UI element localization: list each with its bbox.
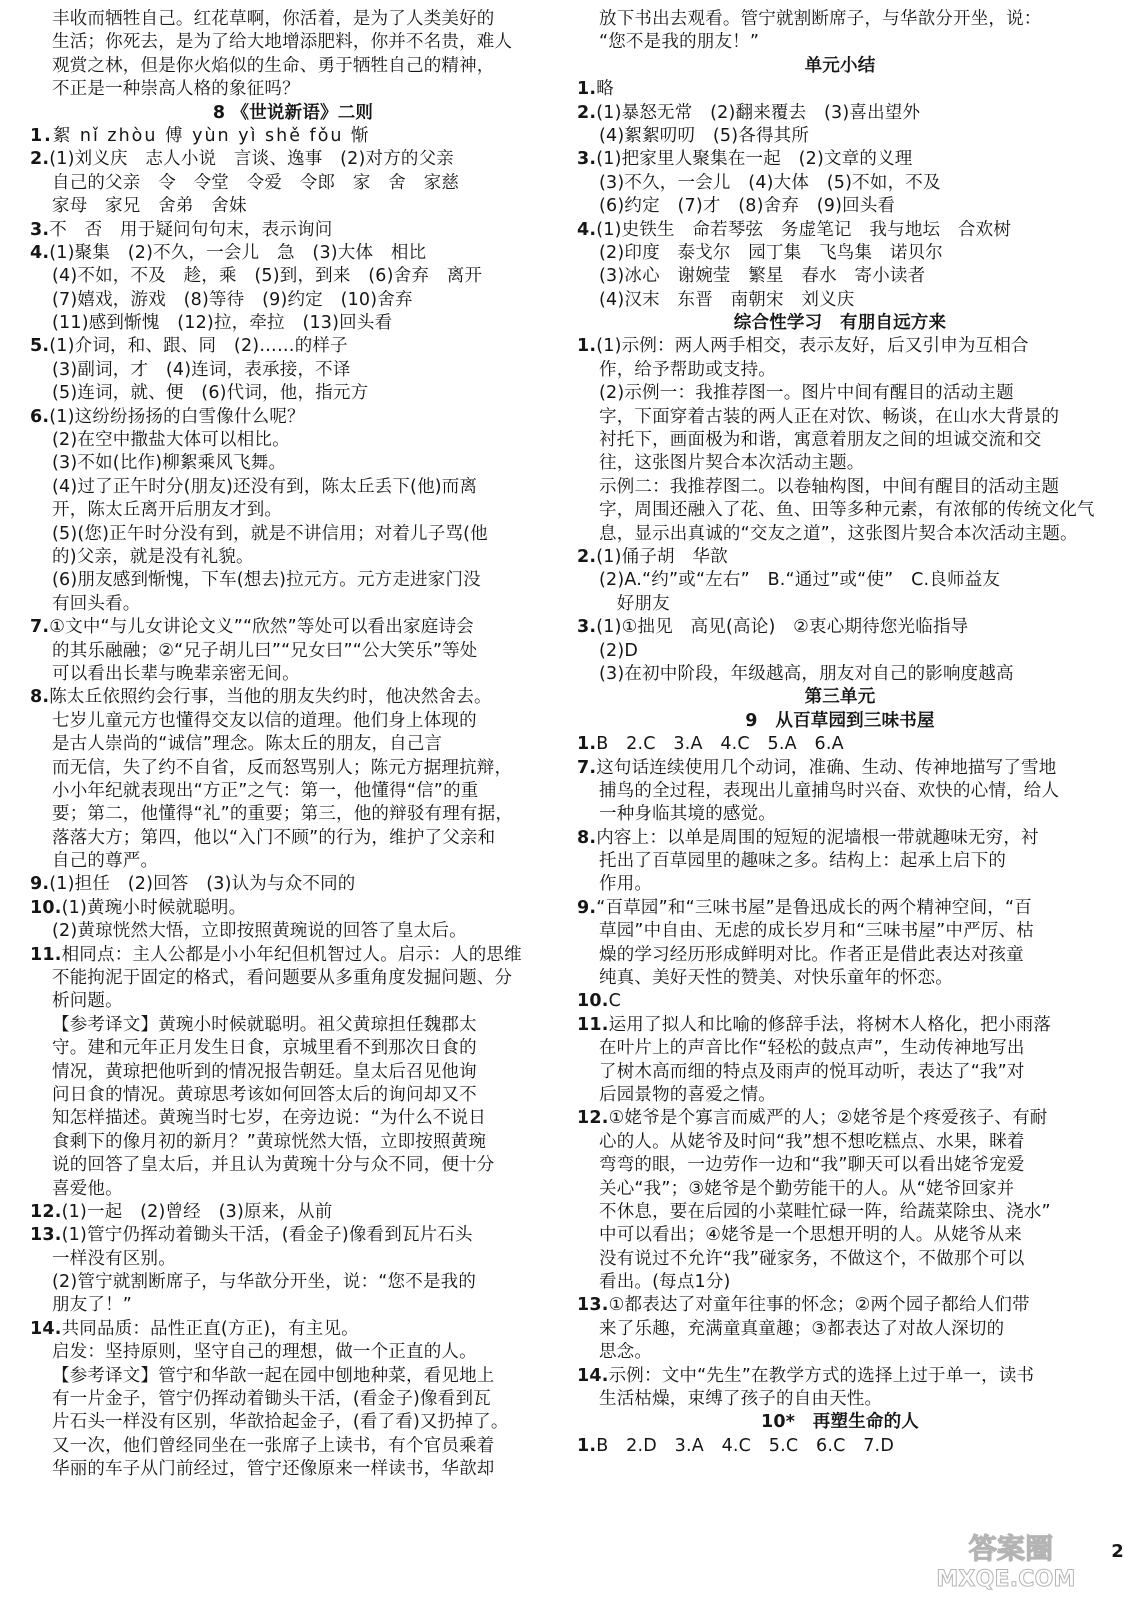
text-line: [30, 803, 556, 826]
text-line: [577, 1014, 1103, 1037]
question-number: 6.: [30, 406, 50, 427]
line-text: (11)感到惭愧 (12)拉，牵拉 (13)回头看: [52, 313, 393, 334]
line-text: ①都表达了对童年往事的怀念；②两个园子都给人们带: [608, 1295, 1030, 1316]
line-text: 内容上：以单是周围的短短的泥墙根一带就趣味无穷，衬: [596, 827, 1039, 848]
text-line: [30, 944, 556, 967]
text-line: [577, 803, 1103, 826]
line-text: 纯真、美好天性的赞美、对快乐童年的怀恋。: [599, 968, 953, 989]
text-line: [30, 1014, 556, 1037]
line-text: 捕鸟的全过程，表现出儿童捕鸟时兴奋、欢快的心情，给人: [599, 780, 1060, 801]
line-text: 有一片金子，管宁仍挥动着锄头干活，(看金子)像看到瓦: [52, 1389, 491, 1410]
line-text: B 2.C 3.A 4.C 5.A 6.A: [596, 734, 844, 755]
line-text: 析问题。: [52, 991, 123, 1012]
text-line: [577, 1341, 1103, 1364]
text-line: [30, 406, 556, 429]
line-text: 共同品质：品性正直(方正)，有主见。: [61, 1318, 359, 1339]
line-text: 的)父亲，就是没有礼貌。: [52, 546, 254, 567]
line-text: ①姥爷是个寡言而威严的人；②姥爷是个疼爱孩子、有耐: [608, 1108, 1048, 1129]
text-line: [30, 990, 556, 1013]
text-line: [30, 546, 556, 569]
text-line: [577, 780, 1103, 803]
line-text: 运用了拟人和比喻的修辞手法，将树木人格化，把小雨落: [608, 1014, 1052, 1035]
line-text: 中可以看出；④姥爷是一个思想开明的人。从姥爷从来: [599, 1225, 1022, 1246]
question-number: 4.: [577, 219, 597, 240]
line-text: 陈太丘依照约会行事，当他的朋友失约时，他决然舍去。: [49, 687, 492, 708]
text-line: [30, 289, 556, 312]
text-line: [577, 289, 1103, 312]
text-line: [30, 148, 556, 171]
watermark-logo: [856, 1528, 1106, 1590]
line-text: (1)介词，和、跟、同 (2)……的样子: [49, 336, 348, 357]
text-line: [30, 757, 556, 780]
question-number: 13.: [577, 1295, 609, 1316]
line-text: 小小年纪就表现出“方正”之气：第一，他懂得“信”的重: [52, 780, 479, 801]
line-text: 生活；你死去，是为了给大地增添肥料，你并不名贵，难人: [52, 32, 513, 53]
question-number: 5.: [30, 336, 50, 357]
line-text: 知怎样描述。黄琬当时七岁，在旁边说：“为什么不说日: [52, 1108, 487, 1129]
line-text: 自己的父亲 令 令堂 令爱 令郎 家 舍 家慈: [52, 172, 460, 193]
line-text: 作用。: [599, 874, 653, 895]
text-line: [30, 1318, 556, 1341]
line-text: 没有说过不允许“我”碰家务，不做这个，不做那个可以: [599, 1248, 1025, 1269]
text-line: [30, 452, 556, 475]
text-line: [577, 546, 1103, 569]
text-line: [577, 148, 1103, 171]
line-text: 不正是一种崇高人格的象征吗？: [52, 79, 300, 100]
question-number: 10.: [577, 991, 609, 1012]
line-text: 七岁儿童元方也懂得交友以信的道理。他们身上体现的: [52, 710, 477, 731]
text-line: [577, 8, 1103, 31]
line-text: 这句话连续使用几个动词，准确、生动、传神地描写了雪地: [596, 757, 1057, 778]
line-text: (1)①拙见 高见(高论) ②衷心期待您光临指导: [596, 617, 969, 638]
line-text: 单元小结: [804, 55, 876, 76]
line-text: 关心“我”；③姥爷是个勤劳能干的人。从“姥爷回家并: [599, 1178, 1015, 1199]
line-text: (3)冰心 谢婉莹 繁星 春水 寄小读者: [599, 266, 926, 287]
line-text: 要；第二，他懂得“礼”的重要；第三，他的辩驳有理有据，: [52, 804, 514, 825]
text-line: [30, 733, 556, 756]
text-line: [30, 523, 556, 546]
line-text: (1)史铁生 命若琴弦 务虚笔记 我与地坛 合欢树: [596, 219, 1012, 240]
text-line: [30, 873, 556, 896]
text-line: [577, 1271, 1103, 1294]
line-text: (3)副词，才 (4)连词，表承接，不译: [52, 359, 351, 380]
line-text: 一种身临其境的感觉。: [599, 804, 776, 825]
line-text: 来了乐趣，充满童真童趣；③都表达了对故人深切的: [599, 1318, 1005, 1339]
line-text: 说的回答了皇太后，并且认为黄琬十分与众不同，便十分: [52, 1155, 495, 1176]
text-line: [577, 1154, 1103, 1177]
section-title: [30, 102, 556, 125]
text-line: [30, 429, 556, 452]
text-line: [577, 1107, 1103, 1130]
text-line: [577, 1131, 1103, 1154]
line-text: 落落大方；第四，他以“入门不顾”的行为，维护了父亲和: [52, 827, 496, 848]
line-text: (2)D: [599, 640, 639, 661]
line-text: 示例：文中“先生”在教学方式的选择上过于单一，读书: [608, 1365, 1035, 1386]
text-line: [30, 663, 556, 686]
text-line: [30, 312, 556, 335]
question-number: 3.: [30, 219, 50, 240]
question-number: 8.: [30, 687, 50, 708]
text-line: [30, 172, 556, 195]
text-line: [30, 1107, 556, 1130]
line-text: 衬托下，画面极为和谐，寓意着朋友之间的坦诚交流和交: [599, 430, 1042, 451]
question-number: 3.: [577, 149, 597, 170]
question-number: 7.: [577, 757, 597, 778]
text-line: [30, 335, 556, 358]
text-line: [30, 1271, 556, 1294]
text-line: [30, 920, 556, 943]
text-line: [30, 359, 556, 382]
line-text: (3)不如(比作)柳絮乘风飞舞。: [52, 453, 287, 474]
text-line: [30, 8, 556, 31]
text-line: [30, 1248, 556, 1271]
line-text: “您不是我的朋友！”: [599, 32, 760, 53]
text-line: [577, 219, 1103, 242]
text-line: [30, 499, 556, 522]
line-text: 草园”中自由、无虑的成长岁月和“三味书屋”中严厉、枯: [599, 921, 1034, 942]
text-line: [577, 102, 1103, 125]
line-text: 情况，黄琼把他听到的情况报告朝廷。皇太后召见他询: [52, 1061, 477, 1082]
text-line: [577, 1061, 1103, 1084]
question-number: 2.: [577, 546, 597, 567]
line-text: 不能拘泥于固定的格式，看问题要从多重角度发掘问题、分: [52, 968, 513, 989]
line-text: 8 《世说新语》二则: [212, 102, 374, 123]
question-number: 1.: [577, 1435, 597, 1456]
text-line: [577, 733, 1103, 756]
question-number: 11.: [577, 1014, 609, 1035]
text-line: [577, 920, 1103, 943]
text-line: [30, 476, 556, 499]
line-text: (4)不如，不及 趁，乘 (5)到，到来 (6)舍弃 离开: [52, 266, 483, 287]
line-text: 可以看出长辈与晚辈亲密无间。: [52, 663, 300, 684]
line-text: 是古人崇尚的“诚信”理念。陈太丘的朋友，自己言: [52, 734, 443, 755]
text-line: [30, 31, 556, 54]
line-text: (1)黄琬小时候就聪明。: [61, 897, 247, 918]
line-text: (3)不久，一会儿 (4)大体 (5)不如，不及: [599, 172, 941, 193]
section-title: [577, 312, 1103, 335]
line-text: 字，周围还融入了花、鱼、田等多种元素，有浓郁的传统文化气: [599, 500, 1095, 521]
left-column: [30, 8, 556, 1482]
line-text: (2)黄琼恍然大悟，立即按照黄琬说的回答了皇太后。: [52, 921, 467, 942]
line-text: 心的人。从姥爷及时问“我”想不想吃糕点、水果，眯着: [599, 1131, 1025, 1152]
line-text: (2)印度 泰戈尔 园丁集 飞鸟集 诺贝尔: [599, 242, 943, 263]
line-text: (4)絮絮叨叨 (5)各得其所: [599, 125, 810, 146]
text-line: [30, 686, 556, 709]
text-line: [577, 195, 1103, 218]
text-line: [30, 1435, 556, 1458]
line-text: 看出。(每点1分): [599, 1272, 731, 1293]
line-text: (2)管宁就割断席子，与华歆分开坐，说：“您不是我的: [52, 1272, 477, 1293]
line-text: 综合性学习 有朋自远方来: [733, 313, 947, 334]
text-line: [30, 710, 556, 733]
section-title: [577, 710, 1103, 733]
section-title: [577, 55, 1103, 78]
line-text: 相同点：主人公都是小小年纪但机智过人。启示：人的思维: [61, 944, 522, 965]
line-text: ①文中“与儿女讲论文义”“欣然”等处可以看出家庭诗会: [49, 617, 474, 638]
question-number: 8.: [577, 827, 597, 848]
text-line: [577, 827, 1103, 850]
text-line: [577, 359, 1103, 382]
text-line: [30, 1131, 556, 1154]
line-text: 自己的尊严。: [52, 851, 159, 872]
text-line: [577, 406, 1103, 429]
text-line: [30, 1178, 556, 1201]
right-column: [577, 8, 1103, 1458]
text-line: [577, 757, 1103, 780]
text-line: [577, 382, 1103, 405]
line-text: 丰收而牺牲自己。红花草啊，你活着，是为了人类美好的: [52, 9, 495, 29]
line-text: 好朋友: [599, 593, 670, 614]
text-line: [577, 1294, 1103, 1317]
text-line: [577, 1201, 1103, 1224]
line-text: “百草园”和“三味书屋”是鲁迅成长的两个精神空间，“百: [596, 897, 1032, 918]
line-text: 【参考译文】黄琬小时候就聪明。祖父黄琼担任魏郡太: [52, 1014, 477, 1035]
watermark-top: 答案圈: [968, 1532, 1054, 1565]
text-line: [577, 31, 1103, 54]
text-line: [30, 195, 556, 218]
line-text: 9 从百草园到三味书屋: [745, 710, 935, 731]
line-text: (1)刘义庆 志人小说 言谈、逸事 (2)对方的父亲: [49, 149, 455, 170]
line-text: (1)示例：两人两手相交，表示友好，后又引申为互相合: [596, 336, 1029, 357]
text-line: [577, 967, 1103, 990]
line-text: (1)这纷纷扬扬的白雪像什么呢？: [49, 406, 305, 427]
text-line: [30, 55, 556, 78]
text-line: [30, 780, 556, 803]
text-line: [30, 78, 556, 101]
line-text: B 2.D 3.A 4.C 5.C 6.C 7.D: [596, 1435, 894, 1456]
question-number: 11.: [30, 944, 62, 965]
line-text: (2)在空中撒盐大体可以相比。: [52, 430, 290, 451]
line-text: 家母 家兄 舍弟 舍妹: [52, 196, 247, 217]
text-line: [30, 1154, 556, 1177]
line-text: 放下书出去观看。管宁就割断席子，与华歆分开坐，说：: [599, 9, 1042, 29]
line-text: (2)示例一：我推荐图一。图片中间有醒目的活动主题: [599, 383, 1014, 404]
line-text: 而无信，失了约不自省，反而怒骂别人；陈元方据理抗辩，: [52, 757, 513, 778]
text-line: [30, 1201, 556, 1224]
line-text: 絮 nǐ zhòu 傅 yùn yì shě fǒu 惭: [52, 125, 371, 146]
text-line: [577, 1248, 1103, 1271]
line-text: 不休息，要在后园的小菜畦忙碌一阵，给蔬菜除虫、浇水”: [599, 1201, 1051, 1222]
question-number: 1.: [577, 734, 597, 755]
line-text: (5)连词，就、便 (6)代词，他，指元方: [52, 383, 369, 404]
text-line: [577, 429, 1103, 452]
line-text: 弯弯的眼，一边劳作一边和“我”聊天可以看出姥爷宠爱: [599, 1155, 1025, 1176]
line-text: 问日食的情况。黄琼思考该如何回答太后的询问却又不: [52, 1084, 477, 1105]
line-text: 守。建和元年正月发生日食，京城里看不到那次日食的: [52, 1038, 477, 1059]
line-text: 第三单元: [804, 687, 876, 708]
text-line: [577, 944, 1103, 967]
text-line: [30, 1084, 556, 1107]
text-line: [30, 265, 556, 288]
text-line: [30, 593, 556, 616]
text-line: [30, 1388, 556, 1411]
text-line: [30, 219, 556, 242]
line-text: 燥的学习经历形成鲜明对比。作者正是借此表达对孩童: [599, 944, 1024, 965]
question-number: 2.: [30, 149, 50, 170]
line-text: 在叶片上的声音比作“轻松的鼓点声”，生动传神地写出: [599, 1038, 1025, 1059]
line-text: 托出了百草园里的趣味之多。结构上：起承上启下的: [599, 851, 1007, 872]
question-number: 12.: [577, 1108, 609, 1129]
text-line: [577, 1365, 1103, 1388]
question-number: 1.: [577, 336, 597, 357]
question-number: 2.: [577, 102, 597, 123]
question-number: 10.: [30, 897, 62, 918]
line-text: C: [608, 991, 622, 1012]
line-text: 10* 再塑生命的人: [760, 1412, 919, 1433]
line-text: 观赏之林，但是你火焰似的生命、勇于牺牲自己的精神，: [52, 55, 495, 76]
text-line: [577, 1084, 1103, 1107]
text-line: [30, 1294, 556, 1317]
text-line: [577, 663, 1103, 686]
line-text: (4)汉末 东晋 南朝宋 刘义庆: [599, 289, 855, 310]
text-line: [30, 967, 556, 990]
text-line: [30, 1037, 556, 1060]
text-line: [577, 1178, 1103, 1201]
text-line: [577, 523, 1103, 546]
question-number: 12.: [30, 1201, 62, 1222]
question-number: 14.: [30, 1318, 62, 1339]
text-line: [577, 476, 1103, 499]
line-text: 片石头一样没有区别，华歆拾起金子，(看了看)又扔掉了。: [52, 1412, 509, 1433]
text-line: [577, 452, 1103, 475]
line-text: (1)聚集 (2)不久，一会儿 急 (3)大体 相比: [49, 242, 427, 263]
line-text: 略: [596, 79, 614, 100]
text-line: [30, 569, 556, 592]
text-line: [577, 616, 1103, 639]
text-line: [577, 78, 1103, 101]
line-text: 后园景物的喜爱之情。: [599, 1084, 776, 1105]
line-text: 不 否 用于疑问句句末，表示询问: [49, 219, 333, 240]
text-line: [30, 616, 556, 639]
line-text: 了树木高而细的特点及雨声的悦耳动听，表达了“我”对: [599, 1061, 1025, 1082]
question-number: 9.: [30, 874, 50, 895]
text-line: [30, 827, 556, 850]
line-text: (2)A.“约”或“左右” B.“通过”或“使” C.良师益友: [599, 570, 1001, 591]
line-text: 字，下面穿着古装的两人正在对饮、畅谈，在山水大背景的: [599, 406, 1060, 427]
question-number: 3.: [577, 617, 597, 638]
line-text: (4)过了正午时分(朋友)还没有到，陈太丘丢下(他)而离: [52, 476, 478, 497]
question-number: 1.: [30, 125, 53, 146]
text-line: [577, 125, 1103, 148]
question-number: 14.: [577, 1365, 609, 1386]
text-line: [30, 1061, 556, 1084]
text-line: [30, 1341, 556, 1364]
page-number: 2: [1111, 1541, 1124, 1562]
text-line: [30, 382, 556, 405]
line-text: 有回头看。: [52, 593, 141, 614]
line-text: 作，给予帮助或支持。: [599, 359, 776, 380]
text-line: [577, 640, 1103, 663]
line-text: 往，这张图片契合本次活动主题。: [599, 453, 865, 474]
text-line: [577, 335, 1103, 358]
line-text: (6)朋友感到惭愧，下车(想去)拉元方。元方走进家门没: [52, 570, 481, 591]
text-line: [577, 1224, 1103, 1247]
question-number: 4.: [30, 242, 50, 263]
text-line: [30, 897, 556, 920]
line-text: 【参考译文】管宁和华歆一起在园中刨地种菜，看见地上: [52, 1365, 495, 1386]
text-line: [577, 897, 1103, 920]
text-line: [30, 1365, 556, 1388]
text-line: [30, 242, 556, 265]
text-line: [577, 499, 1103, 522]
text-line: [30, 125, 556, 148]
line-text: 食剩下的像月初的新月？”黄琼恍然大悟，立即按照黄琬: [52, 1131, 487, 1152]
line-text: (7)嬉戏，游戏 (8)等待 (9)约定 (10)舍弃: [52, 289, 413, 310]
text-line: [30, 850, 556, 873]
line-text: 又一次，他们曾经同坐在一张席子上读书，有个官员乘着: [52, 1435, 495, 1456]
line-text: (6)约定 (7)才 (8)舍弃 (9)回头看: [599, 196, 896, 217]
line-text: (3)在初中阶段，年级越高，朋友对自己的影响度越高: [599, 663, 1014, 684]
text-line: [577, 569, 1103, 592]
text-line: [30, 1224, 556, 1247]
line-text: (1)俑子胡 华歆: [596, 546, 728, 567]
question-number: 13.: [30, 1225, 62, 1246]
line-text: 喜爱他。: [52, 1178, 123, 1199]
question-number: 1.: [577, 79, 597, 100]
line-text: (1)管宁仍挥动着锄头干活，(看金子)像看到瓦片石头: [61, 1225, 473, 1246]
text-line: [577, 1435, 1103, 1458]
text-line: [577, 172, 1103, 195]
question-number: 7.: [30, 617, 50, 638]
line-text: (1)暴怒无常 (2)翻来覆去 (3)喜出望外: [596, 102, 921, 123]
line-text: 朋友了！”: [52, 1295, 133, 1316]
line-text: 的其乐融融；②“兄子胡儿曰”“兄女曰”“公大笑乐”等处: [52, 640, 478, 661]
line-text: 华丽的车子从门前经过，管宁还像原来一样读书，华歆却: [52, 1459, 495, 1480]
line-text: (1)把家里人聚集在一起 (2)文章的义理: [596, 149, 913, 170]
line-text: 示例二：我推荐图二。以卷轴构图，中间有醒目的活动主题: [599, 476, 1060, 497]
line-text: (1)一起 (2)曾经 (3)原来，从前: [61, 1201, 333, 1222]
text-line: [577, 850, 1103, 873]
section-title: [577, 1411, 1103, 1434]
question-number: 9.: [577, 897, 597, 918]
text-line: [30, 640, 556, 663]
line-text: 开，陈太丘离开后朋友才到。: [52, 500, 283, 521]
line-text: (1)担任 (2)回答 (3)认为与众不同的: [49, 874, 356, 895]
text-line: [577, 265, 1103, 288]
text-line: [577, 242, 1103, 265]
line-text: (5)(您)正午时分没有到，就是不讲信用；对着儿子骂(他: [52, 523, 488, 544]
text-line: [577, 1037, 1103, 1060]
watermark-bottom: MXQE.COM: [936, 1567, 1076, 1590]
text-line: [577, 593, 1103, 616]
text-line: [30, 1458, 556, 1481]
text-line: [577, 1318, 1103, 1341]
line-text: 启发：坚持原则，坚守自己的理想，做一个正直的人。: [52, 1342, 477, 1363]
line-text: 息，显示出真诚的“交友之道”，这张图片契合本次活动主题。: [599, 523, 1078, 544]
line-text: 生活枯燥，束缚了孩子的自由天性。: [599, 1389, 883, 1410]
text-line: [30, 1411, 556, 1434]
line-text: 思念。: [599, 1342, 653, 1363]
line-text: 一样没有区别。: [52, 1248, 176, 1269]
text-line: [577, 990, 1103, 1013]
text-line: [577, 1388, 1103, 1411]
section-title: [577, 686, 1103, 709]
text-line: [577, 873, 1103, 896]
